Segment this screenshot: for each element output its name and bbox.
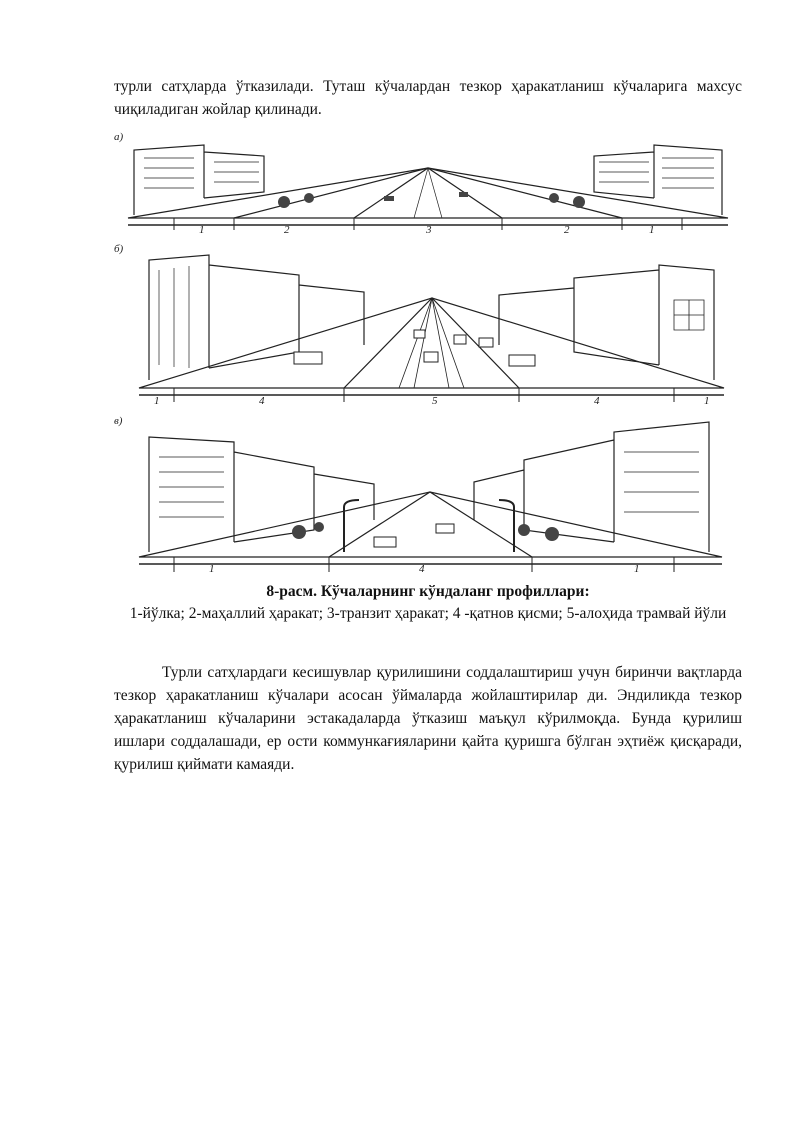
street-profile-c-drawing — [114, 412, 742, 574]
panel-c-label-2: 4 — [419, 563, 425, 574]
panel-a-label-2: 2 — [284, 224, 290, 234]
panel-a-label-3: 3 — [426, 224, 432, 234]
panel-b-label-1: 1 — [154, 395, 160, 406]
body-paragraph: Турли сатҳлардаги кесишувлар қурилишини соддалаштириш учун биринчи вақтларда тезкор ҳаракатланиш кўчалари асосан ўймаларда жойлаштирилар ди. Эндиликда тезкор ҳаракатланиш кўчаларини эстакадаларда ўтказиш маъқул кўрилмоқда. Бунда қурилиш ишлари соддалашади, ер ости коммункағияларини қайта қуришга бўлган эҳтиёж қисқаради, қурилиш қиймати камаяди. — [114, 664, 742, 773]
street-profile-a — [114, 130, 742, 234]
panel-c-tag: в) — [114, 415, 123, 427]
panel-b-tag: б) — [114, 243, 124, 255]
street-profile-b — [114, 240, 742, 406]
panel-b-label-2: 4 — [259, 395, 265, 406]
street-profile-a-drawing — [114, 130, 742, 234]
panel-b-label-5: 1 — [704, 395, 710, 406]
panel-c-label-1: 1 — [209, 563, 215, 574]
panel-a-tag: а) — [114, 131, 124, 143]
intro-paragraph: турли сатҳларда ўтказилади. Туташ кўчалардан тезкор ҳаракатланиш кўчаларига махсус чиқиладиган жойлар қилинади. — [114, 78, 742, 118]
figure-caption-legend: 1-йўлка; 2-маҳаллий ҳаракат; 3-транзит ҳаракат; 4 -қатнов қисми; 5-алоҳида трамвай йўли — [129, 605, 727, 622]
panel-a-label-4: 2 — [564, 224, 570, 234]
panel-b-label-4: 4 — [594, 395, 600, 406]
panel-a-label-1: 1 — [199, 224, 205, 234]
street-profile-b-drawing — [114, 240, 742, 406]
figure-caption-title: 8-расм. Кўчаларнинг кўндаланг профиллари: — [266, 583, 590, 600]
panel-a-label-5: 1 — [649, 224, 655, 234]
panel-c-label-3: 1 — [634, 563, 640, 574]
street-profile-c — [114, 412, 742, 574]
panel-b-label-3: 5 — [432, 395, 438, 406]
